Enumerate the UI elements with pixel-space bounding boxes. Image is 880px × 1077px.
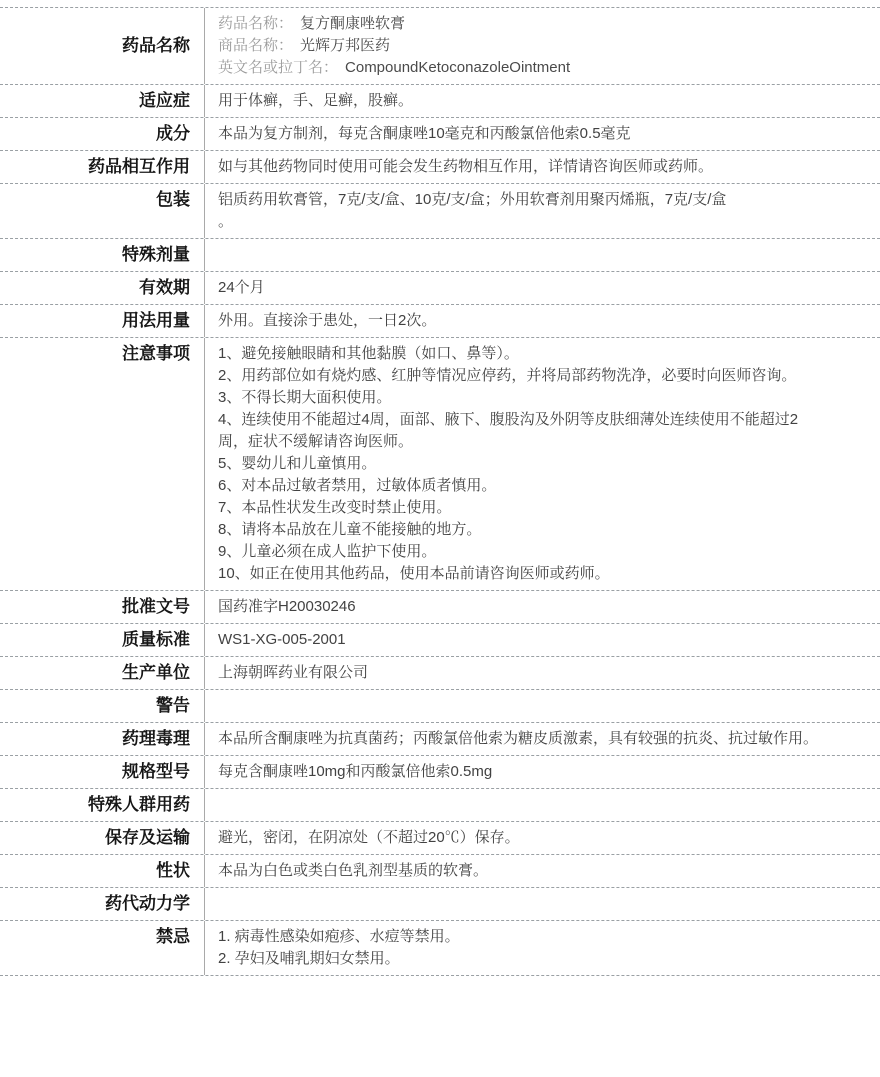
row-content bbox=[205, 624, 880, 656]
row-label: 药品名称 bbox=[0, 8, 205, 84]
row-content bbox=[205, 305, 880, 337]
kv-key: 商品名称： bbox=[218, 37, 294, 54]
row-label: 批准文号 bbox=[0, 591, 205, 623]
row-label: 特殊剂量 bbox=[0, 239, 205, 271]
row-content bbox=[205, 118, 880, 150]
row-content bbox=[205, 723, 880, 755]
content-line: 。 bbox=[218, 213, 234, 230]
content-line: 2. 孕妇及哺乳期妇女禁用。 bbox=[218, 950, 400, 967]
table-row bbox=[0, 855, 880, 888]
row-label: 特殊人群用药 bbox=[0, 789, 205, 821]
kv-value: CompoundKetoconazoleOintment bbox=[345, 59, 571, 76]
content-line: 9、儿童必须在成人监护下使用。 bbox=[218, 543, 437, 560]
content-line: 外用。直接涂于患处，一日2次。 bbox=[218, 312, 437, 329]
row-content bbox=[205, 855, 880, 887]
row-content bbox=[205, 591, 880, 623]
content-line: 5、婴幼儿和儿童慎用。 bbox=[218, 455, 377, 472]
table-row bbox=[0, 85, 880, 118]
row-label: 药品相互作用 bbox=[0, 151, 205, 183]
kv-key: 英文名或拉丁名： bbox=[218, 59, 339, 76]
content-line: 24个月 bbox=[218, 279, 265, 296]
kv-value: 复方酮康唑软膏 bbox=[300, 15, 406, 32]
row-label: 药理毒理 bbox=[0, 723, 205, 755]
row-content bbox=[205, 657, 880, 689]
content-line: 本品为复方制剂，每克含酮康唑10毫克和丙酸氯倍他索0.5毫克 bbox=[218, 125, 631, 142]
table-row bbox=[0, 624, 880, 657]
row-content bbox=[205, 888, 880, 920]
table-row bbox=[0, 789, 880, 822]
content-line: 8、请将本品放在儿童不能接触的地方。 bbox=[218, 521, 482, 538]
content-line: 3、不得长期大面积使用。 bbox=[218, 389, 392, 406]
row-content bbox=[205, 184, 880, 238]
row-label: 性状 bbox=[0, 855, 205, 887]
table-row bbox=[0, 591, 880, 624]
content-line: 1. 病毒性感染如疱疹、水痘等禁用。 bbox=[218, 928, 460, 945]
content-line: 每克含酮康唑10mg和丙酸氯倍他索0.5mg bbox=[218, 763, 493, 780]
content-line: WS1-XG-005-2001 bbox=[218, 631, 346, 648]
row-label: 规格型号 bbox=[0, 756, 205, 788]
content-line: 10、如正在使用其他药品，使用本品前请咨询医师或药师。 bbox=[218, 565, 610, 582]
content-line: 用于体癣，手、足癣，股癣。 bbox=[218, 92, 414, 109]
row-content bbox=[205, 690, 880, 722]
content-line: 本品所含酮康唑为抗真菌药；丙酸氯倍他索为糖皮质激素，具有较强的抗炎、抗过敏作用。 bbox=[218, 730, 819, 747]
table-row bbox=[0, 822, 880, 855]
kv-line bbox=[218, 57, 864, 79]
row-content bbox=[205, 789, 880, 821]
table-row bbox=[0, 921, 880, 976]
row-label: 有效期 bbox=[0, 272, 205, 304]
content-line: 铝质药用软膏管，7克/支/盒、10克/支/盒；外用软膏剂用聚丙烯瓶，7克/支/盒 bbox=[218, 191, 727, 208]
drug-info-table bbox=[0, 7, 880, 976]
content-line: 1、避免接触眼睛和其他黏膜（如口、鼻等）。 bbox=[218, 345, 519, 362]
table-row bbox=[0, 272, 880, 305]
row-content bbox=[205, 8, 880, 84]
content-line: 4、连续使用不能超过4周，面部、腋下、腹股沟及外阴等皮肤细薄处连续使用不能超过2 bbox=[218, 411, 799, 428]
kv-key: 药品名称： bbox=[218, 15, 294, 32]
table-row bbox=[0, 305, 880, 338]
kv-line bbox=[218, 35, 864, 57]
table-row bbox=[0, 239, 880, 272]
table-row bbox=[0, 118, 880, 151]
row-label: 注意事项 bbox=[0, 338, 205, 590]
table-row bbox=[0, 723, 880, 756]
table-row bbox=[0, 338, 880, 591]
row-label: 用法用量 bbox=[0, 305, 205, 337]
table-row bbox=[0, 888, 880, 921]
row-label: 适应症 bbox=[0, 85, 205, 117]
table-row bbox=[0, 184, 880, 239]
content-line: 避光，密闭，在阴凉处（不超过20℃）保存。 bbox=[218, 829, 520, 846]
content-line: 7、本品性状发生改变时禁止使用。 bbox=[218, 499, 452, 516]
content-line: 上海朝晖药业有限公司 bbox=[218, 664, 369, 681]
row-label: 禁忌 bbox=[0, 921, 205, 975]
content-line: 2、用药部位如有烧灼感、红肿等情况应停药，并将局部药物洗净，必要时向医师咨询。 bbox=[218, 367, 797, 384]
row-label: 成分 bbox=[0, 118, 205, 150]
table-row bbox=[0, 657, 880, 690]
row-label: 包装 bbox=[0, 184, 205, 238]
content-line: 周，症状不缓解请咨询医师。 bbox=[218, 433, 414, 450]
table-row bbox=[0, 8, 880, 85]
row-content bbox=[205, 921, 880, 975]
kv-value: 光辉万邦医药 bbox=[300, 37, 391, 54]
row-content bbox=[205, 239, 880, 271]
table-row bbox=[0, 151, 880, 184]
content-line: 国药准字H20030246 bbox=[218, 598, 356, 615]
row-content bbox=[205, 151, 880, 183]
row-content bbox=[205, 822, 880, 854]
content-line: 6、对本品过敏者禁用，过敏体质者慎用。 bbox=[218, 477, 497, 494]
content-line: 如与其他药物同时使用可能会发生药物相互作用，详情请咨询医师或药师。 bbox=[218, 158, 714, 175]
drug-info-page bbox=[0, 7, 880, 976]
content-line: 本品为白色或类白色乳剂型基质的软膏。 bbox=[218, 862, 489, 879]
row-content bbox=[205, 272, 880, 304]
row-content bbox=[205, 756, 880, 788]
kv-line bbox=[218, 13, 864, 35]
row-label: 生产单位 bbox=[0, 657, 205, 689]
row-label: 保存及运输 bbox=[0, 822, 205, 854]
row-label: 警告 bbox=[0, 690, 205, 722]
row-content bbox=[205, 85, 880, 117]
row-label: 药代动力学 bbox=[0, 888, 205, 920]
table-row bbox=[0, 690, 880, 723]
row-content bbox=[205, 338, 880, 590]
table-row bbox=[0, 756, 880, 789]
row-label: 质量标准 bbox=[0, 624, 205, 656]
